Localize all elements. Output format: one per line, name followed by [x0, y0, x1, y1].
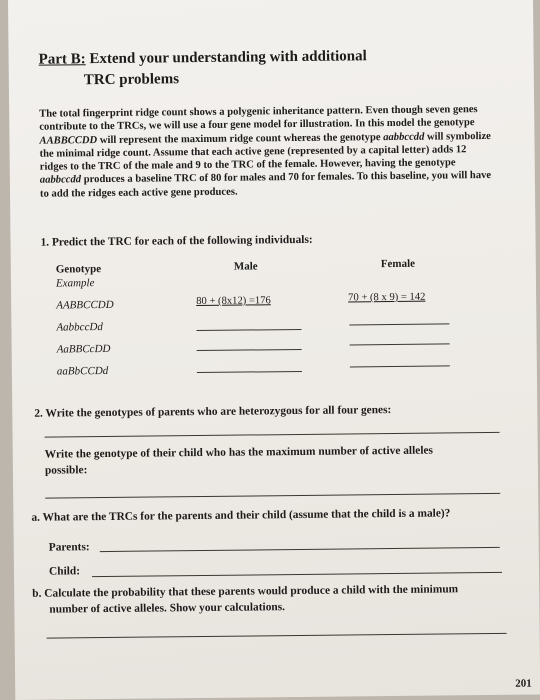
male-answer-blank[interactable]	[196, 329, 301, 331]
question-2-child-line2: possible:	[44, 464, 88, 477]
answer-line-probability[interactable]	[47, 633, 507, 639]
answer-line-parents-trc[interactable]	[100, 547, 500, 552]
genotype-baseline: aabbccdd	[39, 174, 82, 187]
row-genotype: AABBCCDD	[56, 298, 114, 312]
question-1: 1. Predict the TRC for each of the following individuals:	[40, 233, 313, 249]
question-2a: a. What are the TRCs for the parents and their child (assume that the child is a male)?	[31, 507, 451, 524]
example-female-answer: 70 + (8 x 9) = 142	[348, 291, 426, 304]
worksheet-page	[8, 0, 540, 700]
male-answer-blank[interactable]	[197, 349, 302, 351]
question-2b-line1: b. Calculate the probability that these parents would produce a child with the minimum	[32, 583, 459, 600]
female-answer-blank[interactable]	[349, 323, 449, 325]
header-male: Male	[233, 260, 258, 273]
intro-paragraph	[39, 103, 492, 201]
answer-line-parents-genotypes[interactable]	[45, 432, 500, 438]
row-genotype: aaBbCCDd	[56, 364, 109, 378]
part-title	[39, 48, 367, 68]
genotype-min: aabbccdd	[383, 131, 425, 143]
page-number: 201	[515, 677, 532, 690]
header-female: Female	[380, 257, 416, 271]
genotype-max: AABBCCDD	[39, 134, 98, 147]
part-title-line2: TRC problems	[83, 71, 180, 89]
answer-line-child-genotype[interactable]	[45, 493, 500, 499]
female-answer-blank[interactable]	[350, 365, 450, 367]
part-title-line1: Extend your understanding with additional	[89, 48, 367, 68]
example-label: Example	[55, 277, 95, 290]
question-2b-line2: number of active alleles. Show your calculations.	[49, 601, 286, 616]
male-answer-blank[interactable]	[197, 371, 302, 373]
example-male-answer: 80 + (8x12) =176	[196, 295, 271, 308]
row-genotype: AaBBCcDD	[56, 342, 111, 356]
answer-line-child-trc[interactable]	[92, 572, 502, 577]
intro-text-2: will represent the maximum ridge count whereas the genotype	[97, 131, 384, 146]
question-2: 2. Write the genotypes of parents who are heterozygous for all four genes:	[34, 404, 392, 420]
header-genotype: Genotype	[55, 263, 102, 276]
intro-text-4: produces a baseline TRC of 80 for males and 70 for females. To this baseline, you will have to add the ridges each active gene produces.	[39, 170, 492, 200]
intro-text-3: will symbolize the minimal ridge count. Assume that each active gene (represented by a capital letter) adds 12 ridges to the TRC of the male and 9 to the TRC of the female. However, having the genotype	[39, 130, 491, 173]
female-answer-blank[interactable]	[350, 343, 450, 345]
part-label: Part B:	[38, 51, 86, 68]
intro-text-1: The total fingerprint ridge count shows a polygenic inheritance pattern. Even though seven genes contribute to the TRCs, we will use a four gene model for illustration. In this model the genotype	[39, 104, 478, 133]
parents-label: Parents:	[48, 541, 90, 554]
row-genotype: AabbccDd	[56, 321, 103, 334]
child-label: Child:	[48, 565, 81, 578]
question-2-child-line1: Write the genotype of their child who has the maximum number of active alleles	[44, 444, 434, 461]
